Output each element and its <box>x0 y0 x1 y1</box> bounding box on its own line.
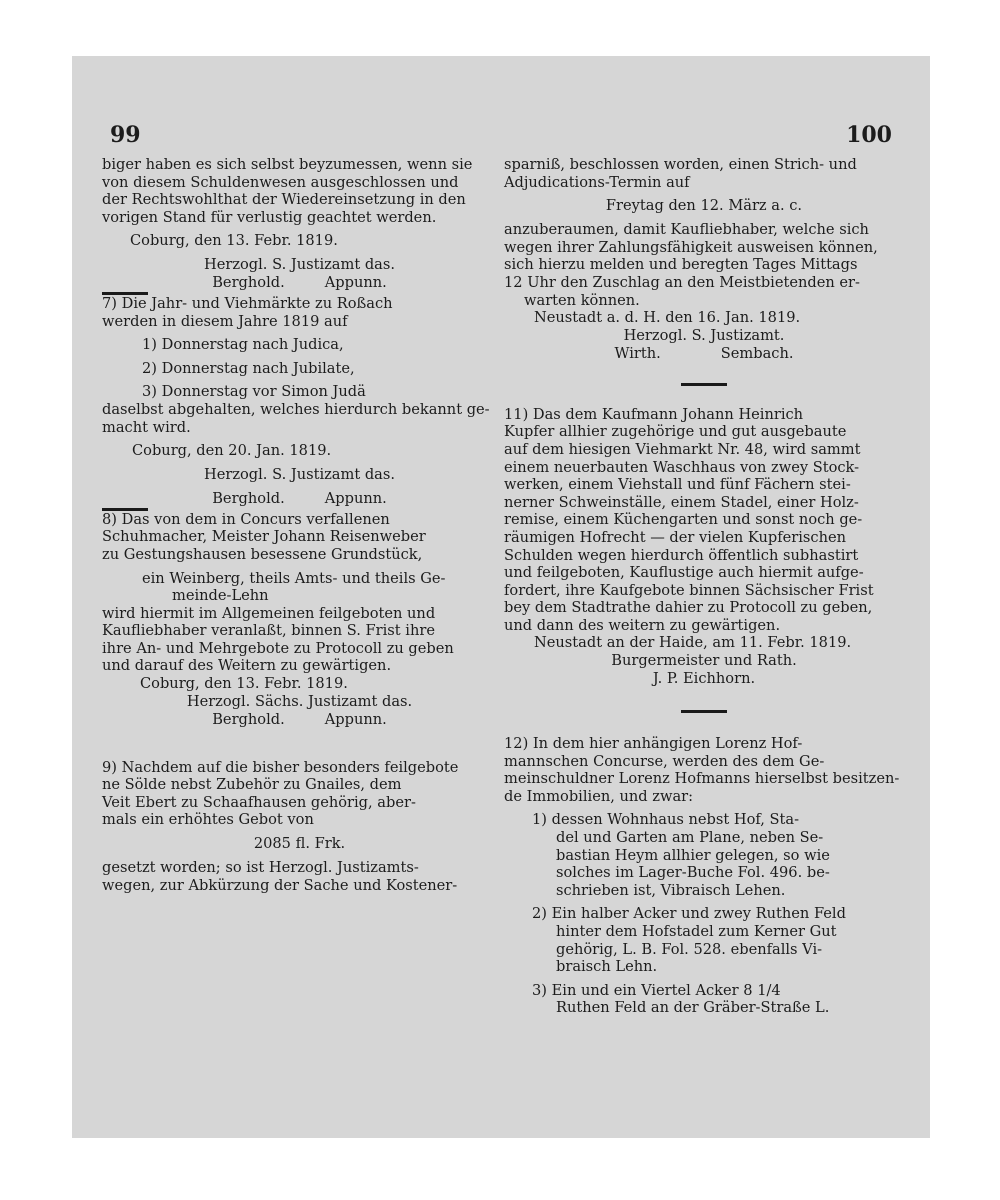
office-line: Herzogl. Sächs. Justizamt das. <box>186 692 413 710</box>
office-line: Herzogl. S. Justizamt das. <box>203 255 396 273</box>
text-line: sparniß, beschlossen worden, einen Strich- und <box>504 156 857 173</box>
text-line: 12) In dem hier anhängigen Lorenz Hof- <box>504 735 803 753</box>
list-item <box>504 982 904 1017</box>
text-line: vorigen Stand für verlustig geachtet werden. <box>102 208 437 226</box>
text-line: remise, einem Küchengarten und sonst noch ge- <box>504 511 863 529</box>
text-line: 8) Das von dem in Concurs verfallenen <box>102 510 390 528</box>
dateline: Coburg, den 13. Febr. 1819. <box>130 232 338 250</box>
text-line: braisch Lehn. <box>556 958 658 976</box>
text-line: zu Gestungshausen besessene Grundstück, <box>102 545 423 563</box>
text-line: 11) Das dem Kaufmann Johann Heinrich <box>504 405 804 423</box>
text-line: einem neuerbauten Waschhaus von zwey Stock- <box>504 458 860 476</box>
notice-9-tail <box>102 859 497 894</box>
text-line: anzuberaumen, damit Kaufliebhaber, welche sich <box>504 221 869 239</box>
signature: J. P. Eichhorn. <box>652 670 756 688</box>
right-top-paragraph <box>504 156 904 191</box>
dateline: Neustadt an der Haide, am 11. Febr. 1819. <box>534 634 852 652</box>
text-line: Adjudications-Termin auf <box>504 173 690 191</box>
notice-8-sub <box>102 570 497 605</box>
text-line: warten können. <box>524 291 640 309</box>
text-line: Kupfer allhier zugehörige und gut ausgebaute <box>504 423 847 441</box>
left-top-paragraph <box>102 156 497 226</box>
text-line: sich hierzu melden und beregten Tages Mittags <box>504 256 858 274</box>
signatures <box>102 490 497 508</box>
right-mid-paragraph <box>504 221 904 309</box>
text-line: räumigen Hofrecht — der vielen Kupferischen <box>504 528 847 546</box>
dateline: Coburg, den 13. Febr. 1819. <box>140 675 348 693</box>
text-line: bastian Heym allhier gelegen, so wie <box>556 846 830 864</box>
text-line: 9) Nachdem auf die bisher besonders feilgebote <box>102 758 459 776</box>
text-line: 1) dessen Wohnhaus nebst Hof, Sta- <box>532 811 800 829</box>
text-line: 7) Die Jahr- und Viehmärkte zu Roßach <box>102 294 393 312</box>
text-line: gehörig, L. B. Fol. 528. ebenfalls Vi- <box>556 940 823 958</box>
notice-8-tail <box>102 605 497 675</box>
separator-rule <box>681 710 727 713</box>
text-line: fordert, ihre Kaufgebote binnen Sächsischer Frist <box>504 581 874 599</box>
text-line: hinter dem Hofstadel zum Kerner Gut <box>556 923 837 940</box>
page-number-left: 99 <box>110 122 141 148</box>
left-column <box>102 156 497 894</box>
right-column <box>504 156 904 1017</box>
property-list <box>504 811 904 1017</box>
text-line: Schulden wegen hierdurch öffentlich subhastirt <box>504 546 859 564</box>
text-line: von diesem Schuldenwesen ausgeschlossen und <box>102 173 459 191</box>
text-line: de Immobilien, und zwar: <box>504 787 694 805</box>
text-line: werden in diesem Jahre 1819 auf <box>102 312 348 330</box>
dateline: Coburg, den 20. Jan. 1819. <box>132 442 332 460</box>
text-line: wegen ihrer Zahlungsfähigkeit ausweisen können, <box>504 238 878 256</box>
text-line: ihre An- und Mehrgebote zu Protocoll zu geben <box>102 639 454 657</box>
text-line: wegen, zur Abkürzung der Sache und Kostener- <box>102 876 458 894</box>
notice-8 <box>102 511 497 564</box>
signature: Sembach. <box>720 344 794 362</box>
notice-12 <box>504 735 904 805</box>
signatures <box>102 711 497 729</box>
signature: Appunn. <box>324 489 387 507</box>
text-line: mals ein erhöhtes Gebot von <box>102 811 314 829</box>
text-line: daselbst abgehalten, welches hierdurch bekannt ge- <box>102 400 490 418</box>
list-item <box>504 811 904 899</box>
office-line: Burgermeister und Rath. <box>611 652 797 670</box>
signatures <box>504 345 904 363</box>
notice-7 <box>102 295 497 330</box>
text-line: und darauf des Weitern zu gewärtigen. <box>102 657 392 675</box>
text-line: del und Garten am Plane, neben Se- <box>556 829 824 847</box>
signature: Appunn. <box>324 710 387 728</box>
text-line: und feilgeboten, Kauflustige auch hiermit aufge- <box>504 564 864 582</box>
signature: Wirth. <box>614 344 661 362</box>
text-line: gesetzt worden; so ist Herzogl. Justizamts- <box>102 859 419 877</box>
list-item <box>504 905 904 975</box>
text-line: auf dem hiesigen Viehmarkt Nr. 48, wird sammt <box>504 440 861 458</box>
text-line: Schuhmacher, Meister Johann Reisenweber <box>102 528 426 546</box>
text-line: und dann des weitern zu gewärtigen. <box>504 616 781 634</box>
text-line: meinschuldner Lorenz Hofmanns hierselbst besitzen- <box>504 770 900 788</box>
signature: Berghold. <box>212 710 285 728</box>
text-line: macht wird. <box>102 418 191 436</box>
dateline: Neustadt a. d. H. den 16. Jan. 1819. <box>534 309 801 327</box>
text-line: 3) Ein und ein Viertel Acker 8 1/4 <box>532 981 781 999</box>
text-line: biger haben es sich selbst beyzumessen, wenn sie <box>102 156 473 173</box>
text-line: 2) Ein halber Acker und zwey Ruthen Feld <box>532 905 846 923</box>
signatures <box>102 274 497 292</box>
text-line: schrieben ist, Vibraisch Lehen. <box>556 881 786 899</box>
text-line: bey dem Stadtrathe dahier zu Protocoll zu geben, <box>504 599 873 617</box>
text-line: meinde-Lehn <box>172 587 269 605</box>
text-line: ne Sölde nebst Zubehör zu Gnailes, dem <box>102 776 402 794</box>
text-line: solches im Lager-Buche Fol. 496. be- <box>556 864 830 882</box>
office-line: Herzogl. S. Justizamt das. <box>203 465 396 483</box>
separator-rule <box>681 383 727 386</box>
date-line: Freytag den 12. März a. c. <box>605 197 803 215</box>
list-item: 1) Donnerstag nach Judica, <box>142 336 344 354</box>
text-line: Kaufliebhaber veranlaßt, binnen S. Frist ihre <box>102 622 435 640</box>
text-line: Veit Ebert zu Schaafhausen gehörig, aber- <box>102 793 416 811</box>
text-line: Ruthen Feld an der Gräber-Straße L. <box>556 999 830 1017</box>
text-line: nerner Schweinställe, einem Stadel, einer Holz- <box>504 493 859 511</box>
page-number-right: 100 <box>846 122 892 148</box>
list-item: 2) Donnerstag nach Jubilate, <box>142 359 355 377</box>
text-line: der Rechtswohlthat der Wiedereinsetzung in den <box>102 191 466 209</box>
text-line: werken, einem Viehstall und fünf Fächern stei- <box>504 476 851 494</box>
office-line: Herzogl. S. Justizamt. <box>623 326 785 344</box>
signature: Berghold. <box>212 489 285 507</box>
text-line: 12 Uhr den Zuschlag an den Meistbietenden er- <box>504 273 860 291</box>
signature: Appunn. <box>324 273 387 291</box>
list-item: 3) Donnerstag vor Simon Judä <box>142 383 366 401</box>
notice-7-tail <box>102 401 497 436</box>
page-scan <box>72 56 930 1138</box>
amount: 2085 fl. Frk. <box>253 835 346 853</box>
text-line: wird hiermit im Allgemeinen feilgeboten und <box>102 604 436 622</box>
signature: Berghold. <box>212 273 285 291</box>
notice-9 <box>102 759 497 829</box>
text-line: mannschen Concurse, werden des dem Ge- <box>504 752 825 770</box>
text-line: ein Weinberg, theils Amts- und theils Ge- <box>142 569 446 587</box>
notice-11 <box>504 406 904 635</box>
